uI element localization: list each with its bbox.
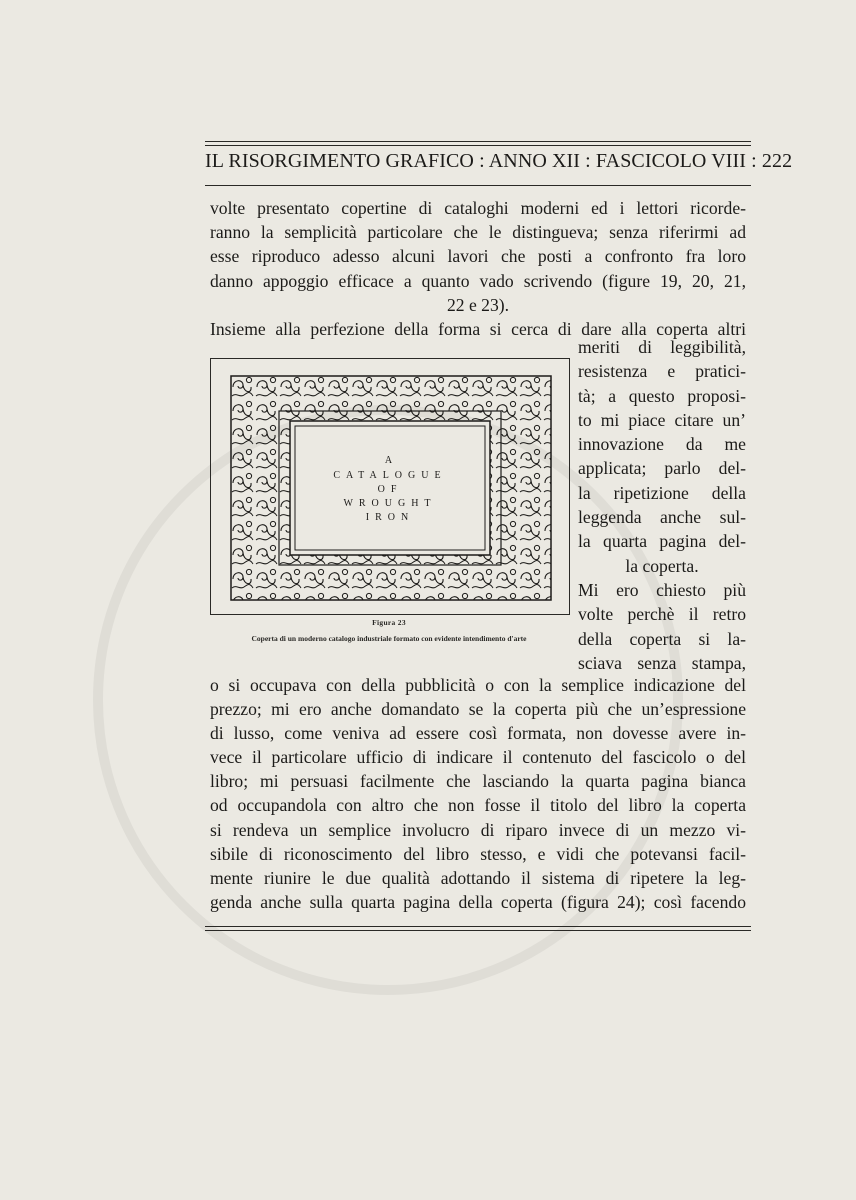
header-rule-bottom (205, 185, 751, 186)
text-line: la ripetizione della (578, 482, 746, 503)
text-line: Insieme alla perfezione della forma si cerca di dare alla coperta altri (210, 319, 746, 340)
text-line: volte presentato copertine di cataloghi moderni ed i lettori ricorde- (210, 198, 746, 218)
text-line: applicata; parlo del- (578, 458, 746, 479)
cover-title-line: CATALOGUE (333, 470, 447, 481)
text-line: la quarta pagina del- (578, 531, 746, 552)
figure-caption-block (210, 618, 568, 644)
text-line: genda anche sulla quarta pagina della coperta (figura 24); così facendo (210, 891, 746, 912)
text-line: volte perchè il retro (578, 604, 746, 625)
text-line: danno appoggio efficace a quanto vado scrivendo (figure 19, 20, 21, (210, 270, 746, 291)
text-line: libro; mi persuasi facilmente che lasciando la quarta pagina bianca (210, 771, 746, 792)
header-rule-top-thin (205, 145, 751, 146)
text-line: ranno la semplicità particolare che le distingueva; senza riferirmi ad (210, 222, 746, 243)
figure-caption: Coperta di un moderno catalogo industriale formato con evidente intendimento d'arte (251, 634, 527, 643)
text-line: mente riunire le due qualità adottando il sistema di ripetere la leg- (210, 867, 746, 888)
text-line: tà; a questo proposi- (578, 385, 746, 406)
text-line: sibile di riconoscimento del libro stesso, e vidi che potevansi facil- (210, 843, 746, 864)
text-line: la coperta. (625, 555, 699, 576)
text-line: di lusso, come veniva ad essere così formata, non dovesse avere in- (210, 723, 746, 744)
running-head: IL RISORGIMENTO GRAFICO : ANNO XII : FASCICOLO VIII : 222 (205, 150, 793, 172)
text-line: to mi piace citare un’ (578, 409, 746, 430)
cover-title-line: IRON (365, 512, 415, 523)
text-line: o si occupava con della pubblicità o con la semplice indicazione del (210, 675, 746, 695)
text-line: vece il particolare ufficio di indicare il contenuto del fascicolo o del (210, 747, 746, 768)
figure-23-cover-illustration (230, 375, 552, 601)
header-rule-top (205, 141, 751, 142)
text-line: innovazione da me (578, 434, 746, 455)
text-line: sciava senza stampa, (578, 652, 746, 673)
footer-rule-bottom (205, 930, 751, 931)
text-line: della coperta si la- (578, 628, 746, 649)
text-line: prezzo; mi ero anche domandato se la coperta più che un’espressione (210, 699, 746, 720)
body-text-bottom (210, 673, 746, 914)
text-line: od occupandola con altro che non fosse il titolo del libro la coperta (210, 795, 746, 816)
text-line: si rendeva un semplice involucro di riparo invece di un mezzo vi- (210, 819, 746, 840)
cover-title-line: A (384, 455, 396, 466)
cover-title-line: WROUGHT (343, 498, 437, 509)
text-line: resistenza e pratici- (578, 361, 746, 382)
text-line: meriti di leggibilità, (578, 337, 746, 357)
text-line: Mi ero chiesto più (578, 579, 746, 600)
text-line: esse riproduco adesso alcuni lavori che posti a confronto fra loro (210, 246, 746, 267)
side-column-text (578, 318, 746, 675)
footer-rule-top (205, 926, 751, 927)
cover-title-line: OF (377, 484, 403, 495)
text-line: 22 e 23). (446, 294, 510, 315)
text-line: leggenda anche sul- (578, 507, 746, 528)
figure-label: Figura 23 (372, 618, 406, 627)
